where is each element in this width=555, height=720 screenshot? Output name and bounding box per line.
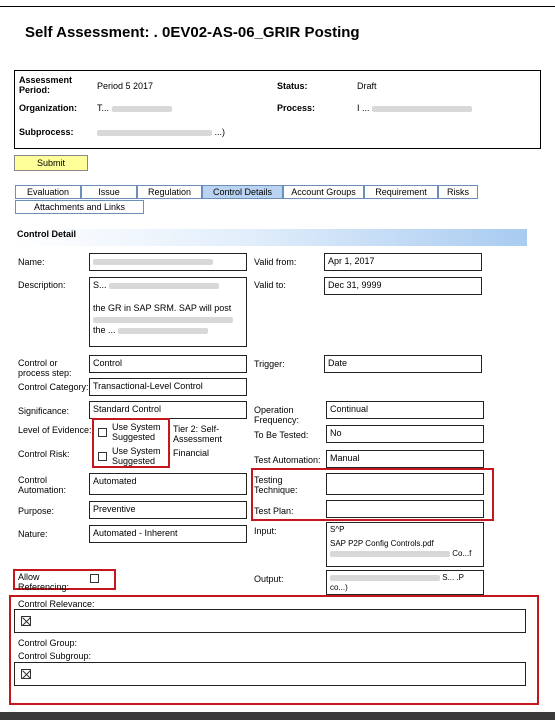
input-line-3: Co...f xyxy=(330,549,480,559)
trigger-label: Trigger: xyxy=(254,359,285,369)
allow-referencing-checkbox[interactable] xyxy=(90,574,99,583)
control-relevance-field[interactable] xyxy=(14,609,526,633)
tier-value: Tier 2: Self-Assessment xyxy=(173,424,223,444)
control-group-label: Control Group: xyxy=(18,638,78,648)
test-plan-label: Test Plan: xyxy=(254,506,294,516)
significance-label: Significance: xyxy=(18,406,70,416)
tab-issue[interactable]: Issue xyxy=(81,185,137,199)
testing-technique-label: Testing Technique: xyxy=(254,475,298,495)
summary-panel xyxy=(14,70,541,149)
assessment-period-value: Period 5 2017 xyxy=(97,81,154,91)
section-header xyxy=(14,229,527,246)
control-risk-checkbox[interactable] xyxy=(98,452,107,461)
to-be-tested-field[interactable]: No xyxy=(326,425,484,443)
allow-referencing-label: Allow Referencing: xyxy=(18,572,70,592)
output-line-2: co...) xyxy=(330,583,348,592)
test-plan-field[interactable] xyxy=(326,500,484,518)
output-label: Output: xyxy=(254,574,284,584)
control-risk-checkbox-label: Use System Suggested xyxy=(112,446,161,466)
section-title: Control Detail xyxy=(17,229,77,239)
nature-field[interactable]: Automated - Inherent xyxy=(89,525,247,543)
status-value: Draft xyxy=(357,81,377,91)
operation-frequency-label: Operation Frequency: xyxy=(254,405,300,425)
test-automation-field[interactable]: Manual xyxy=(326,450,484,468)
operation-frequency-field[interactable]: Continual xyxy=(326,401,484,419)
description-field[interactable] xyxy=(89,277,247,347)
name-field[interactable] xyxy=(89,253,247,271)
purpose-field[interactable]: Preventive xyxy=(89,501,247,519)
input-field[interactable] xyxy=(326,522,484,567)
tab-attachments-links[interactable]: Attachments and Links xyxy=(15,200,144,214)
input-line-2: SAP P2P Config Controls.pdf xyxy=(330,539,434,548)
process-label: Process: xyxy=(277,103,316,113)
purpose-label: Purpose: xyxy=(18,506,55,516)
tab-account-groups[interactable]: Account Groups xyxy=(283,185,364,199)
nature-label: Nature: xyxy=(18,529,48,539)
testing-technique-field[interactable] xyxy=(326,473,484,495)
output-line-1: S... .P xyxy=(330,573,480,583)
page-title: Self Assessment: . 0EV02-AS-06_GRIR Posting xyxy=(25,24,360,41)
submit-button[interactable]: Submit xyxy=(14,155,88,171)
tab-risks[interactable]: Risks xyxy=(438,185,478,199)
description-line-1: S... xyxy=(93,280,243,291)
level-of-evidence-label: Level of Evidence: xyxy=(18,425,92,435)
description-label: Description: xyxy=(18,280,66,290)
organization-value: T... xyxy=(97,103,172,113)
name-label: Name: xyxy=(18,257,45,267)
top-rule-right xyxy=(450,6,540,7)
control-risk-label: Control Risk: xyxy=(18,449,70,459)
tab-control-details[interactable]: Control Details xyxy=(202,185,283,199)
control-subgroup-checkbox[interactable] xyxy=(21,669,31,679)
control-step-field[interactable]: Control xyxy=(89,355,247,373)
tab-regulation[interactable]: Regulation xyxy=(137,185,202,199)
assessment-period-label: Assessment Period: xyxy=(19,75,73,95)
subprocess-label: Subprocess: xyxy=(19,127,74,137)
control-step-label: Control or process step: xyxy=(18,358,72,378)
level-evidence-checkbox-label: Use System Suggested xyxy=(112,422,161,442)
control-subgroup-field[interactable] xyxy=(14,662,526,686)
output-field[interactable] xyxy=(326,570,484,595)
bottom-bar xyxy=(0,712,555,720)
description-line-2b xyxy=(93,314,243,325)
control-category-label: Control Category: xyxy=(18,382,89,392)
description-line-3: the ... xyxy=(93,325,243,336)
control-automation-label: Control Automation: xyxy=(18,475,67,495)
control-subgroup-label: Control Subgroup: xyxy=(18,651,92,661)
financial-value: Financial xyxy=(173,448,210,458)
tab-requirement[interactable]: Requirement xyxy=(364,185,438,199)
valid-from-field[interactable]: Apr 1, 2017 xyxy=(324,253,482,271)
control-category-field[interactable]: Transactional-Level Control xyxy=(89,378,247,396)
input-line-1: S^P xyxy=(330,525,345,534)
control-automation-field[interactable]: Automated xyxy=(89,473,247,495)
status-label: Status: xyxy=(277,81,308,91)
input-label: Input: xyxy=(254,526,277,536)
valid-to-field[interactable]: Dec 31, 9999 xyxy=(324,277,482,295)
to-be-tested-label: To Be Tested: xyxy=(254,430,309,440)
tab-evaluation[interactable]: Evaluation xyxy=(15,185,81,199)
subprocess-value: ...) xyxy=(97,127,225,137)
valid-to-label: Valid to: xyxy=(254,280,286,290)
organization-label: Organization: xyxy=(19,103,77,113)
valid-from-label: Valid from: xyxy=(254,257,297,267)
test-automation-label: Test Automation: xyxy=(254,455,321,465)
control-relevance-label: Control Relevance: xyxy=(18,599,95,609)
level-evidence-checkbox[interactable] xyxy=(98,428,107,437)
significance-field[interactable]: Standard Control xyxy=(89,401,247,419)
process-value: I ... xyxy=(357,103,472,113)
trigger-field[interactable]: Date xyxy=(324,355,482,373)
description-line-2: the GR in SAP SRM. SAP will post xyxy=(93,303,232,313)
control-relevance-checkbox[interactable] xyxy=(21,616,31,626)
